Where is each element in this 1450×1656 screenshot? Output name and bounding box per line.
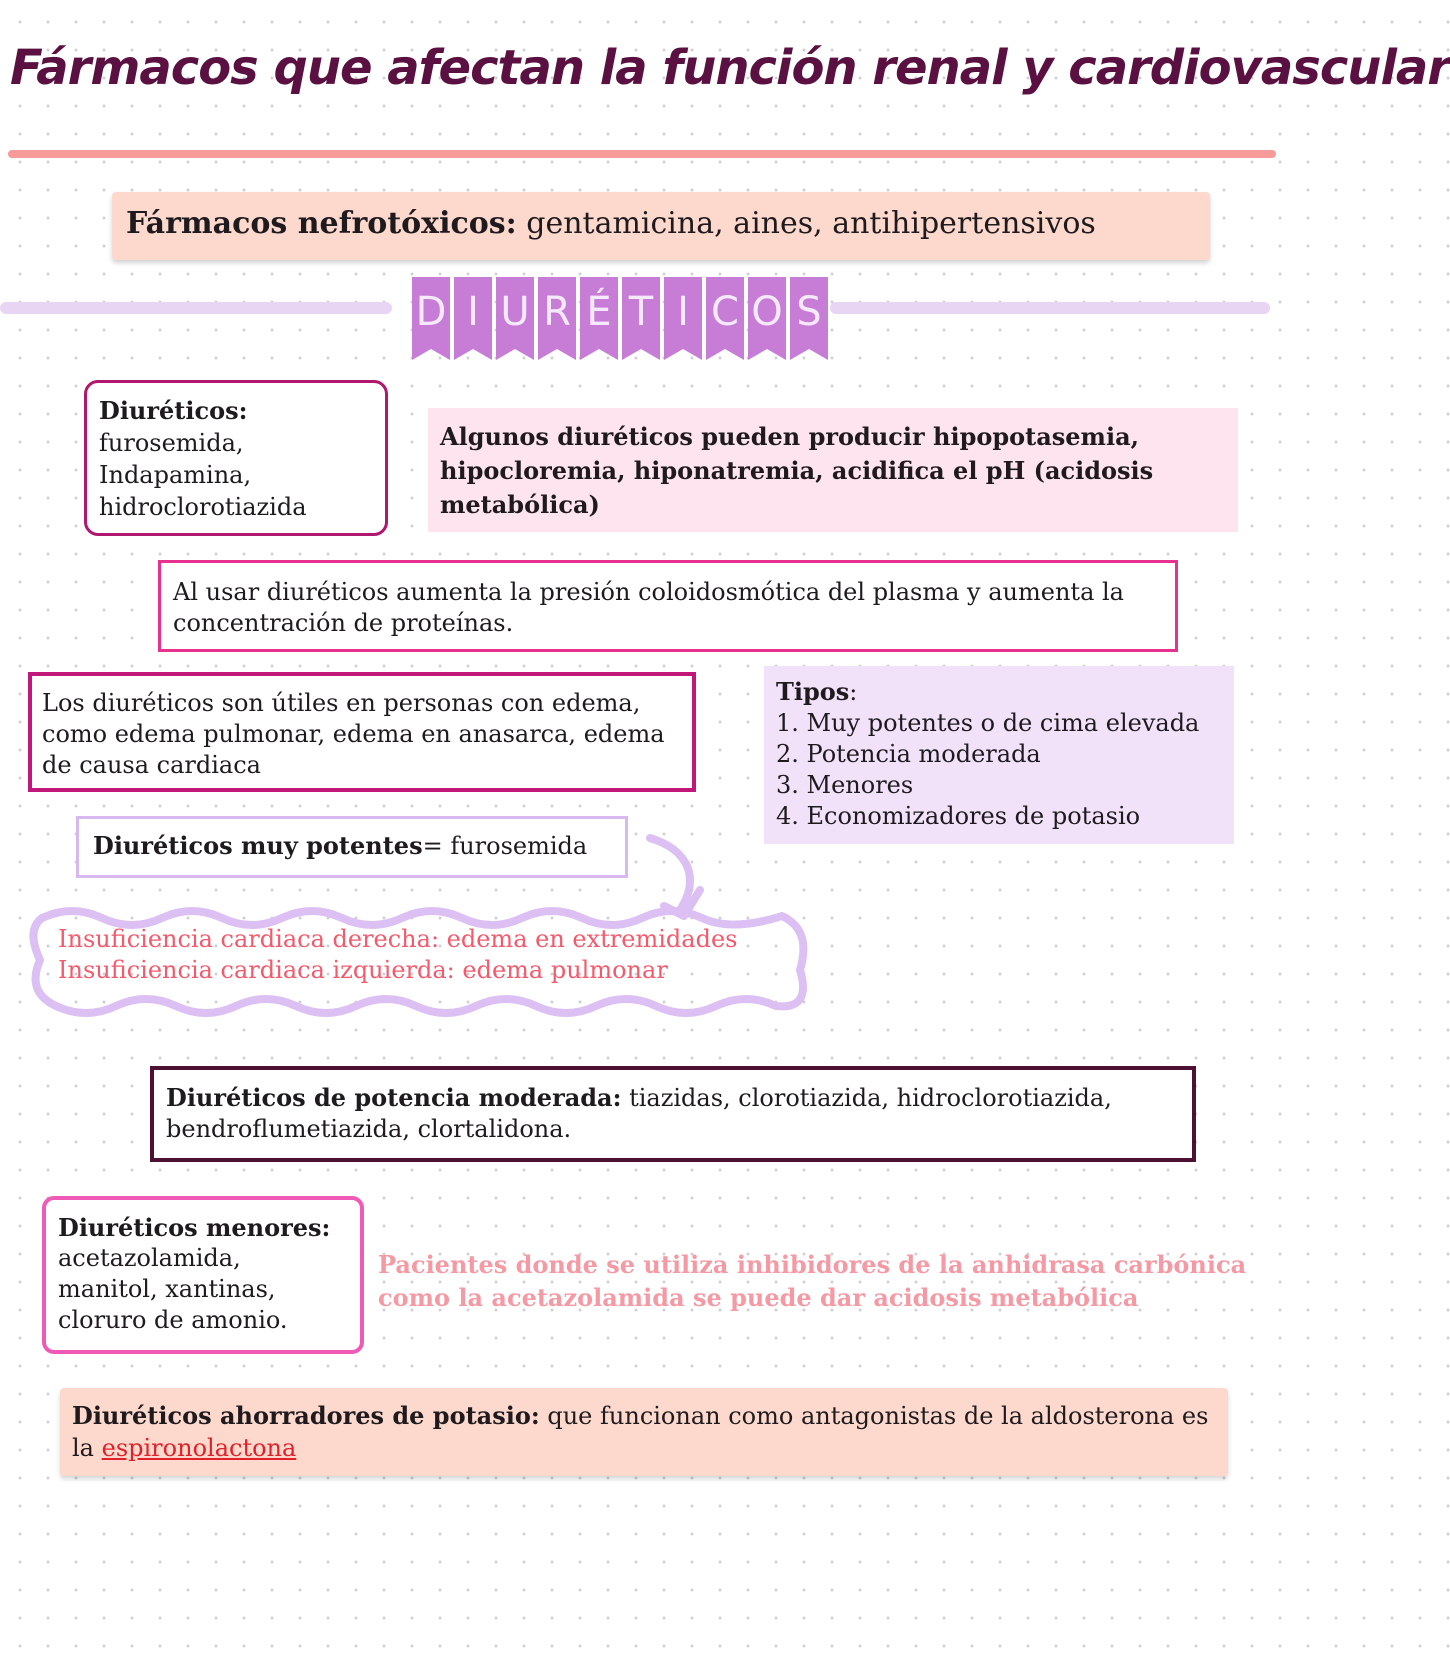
tipos-colon: :	[849, 678, 858, 706]
tipos-item: 2. Potencia moderada	[776, 740, 1041, 768]
nefrotoxicos-callout	[112, 192, 1210, 260]
banner-letter: É	[580, 277, 618, 349]
hipopotasemia-note: Algunos diuréticos pueden producir hipopotasemia, hipocloremia, hiponatremia, acidifica el pH (acidosis metabólica)	[428, 408, 1238, 532]
banner-letter: I	[664, 277, 702, 349]
diureticos-list-box	[84, 380, 388, 536]
tipos-item: 3. Menores	[776, 771, 914, 799]
menores-label: Diuréticos menores:	[58, 1213, 331, 1242]
diureticos-item: furosemida,	[99, 429, 244, 457]
tipos-item: 4. Economizadores de potasio	[776, 802, 1141, 830]
banner-letter: I	[454, 277, 492, 349]
insuficiencia-derecha: Insuficiencia cardiaca derecha: edema en extremidades	[58, 925, 738, 953]
nefrotoxicos-text: gentamicina, aines, antihipertensivos	[516, 206, 1096, 241]
ahorradores-potasio-callout	[60, 1388, 1228, 1476]
moderada-label: Diuréticos de potencia moderada:	[166, 1083, 622, 1112]
banner-letter: C	[706, 277, 744, 349]
banner-letter: O	[748, 277, 786, 349]
banner-letter: T	[622, 277, 660, 349]
diureticos-menores-box	[42, 1196, 364, 1354]
insuficiencia-izquierda: Insuficiencia cardiaca izquierda: edema pulmonar	[58, 956, 668, 984]
banner-letter: U	[496, 277, 534, 349]
tipos-label: Tipos	[776, 677, 850, 706]
menores-item: manitol, xantinas,	[58, 1275, 276, 1303]
menores-item: cloruro de amonio.	[58, 1306, 288, 1334]
title-underline	[8, 150, 1276, 158]
presion-coloidosmotica-note: Al usar diuréticos aumenta la presión coloidosmótica del plasma y aumenta la concentración de proteínas.	[158, 560, 1178, 652]
muy-potentes-text: = furosemida	[422, 832, 588, 860]
edema-note: Los diuréticos son útiles en personas con edema, como edema pulmonar, edema en anasarca, edema de causa cardiaca	[28, 672, 696, 792]
menores-item: acetazolamida,	[58, 1244, 241, 1272]
muy-potentes-label: Diuréticos muy potentes	[93, 831, 423, 860]
banner-letter: S	[790, 277, 828, 349]
diureticos-item: hidroclorotiazida	[99, 493, 307, 521]
banner-line-left	[0, 302, 392, 314]
page-title: Fármacos que afectan la función renal y cardiovascular	[10, 40, 1450, 96]
diureticos-item: Indapamina,	[99, 461, 252, 489]
banner-letter: D	[412, 277, 450, 349]
acidosis-note: Pacientes donde se utiliza inhibidores de la anhidrasa carbónica como la acetazolamida se puede dar acidosis metabólica	[378, 1250, 1247, 1312]
diureticos-label: Diuréticos:	[99, 396, 248, 425]
insuficiencia-cardiaca-notes	[58, 924, 818, 986]
tipos-item: 1. Muy potentes o de cima elevada	[776, 709, 1200, 737]
espironolactona-link[interactable]: espironolactona	[101, 1434, 297, 1462]
moderada-text: tiazidas, clorotiazida, hidroclorotiazida, bendroflumetiazida, clortalidona.	[166, 1084, 1112, 1143]
ahorradores-label: Diuréticos ahorradores de potasio:	[72, 1401, 540, 1430]
ahorradores-text: que funcionan como antagonistas de la aldosterona es la	[72, 1402, 1209, 1462]
banner-letter: R	[538, 277, 576, 349]
nefrotoxicos-label: Fármacos nefrotóxicos:	[126, 206, 517, 241]
potencia-moderada-box	[150, 1066, 1196, 1162]
tipos-box	[764, 666, 1234, 844]
banner-line-right	[830, 302, 1270, 314]
section-banner-diureticos	[412, 277, 828, 349]
